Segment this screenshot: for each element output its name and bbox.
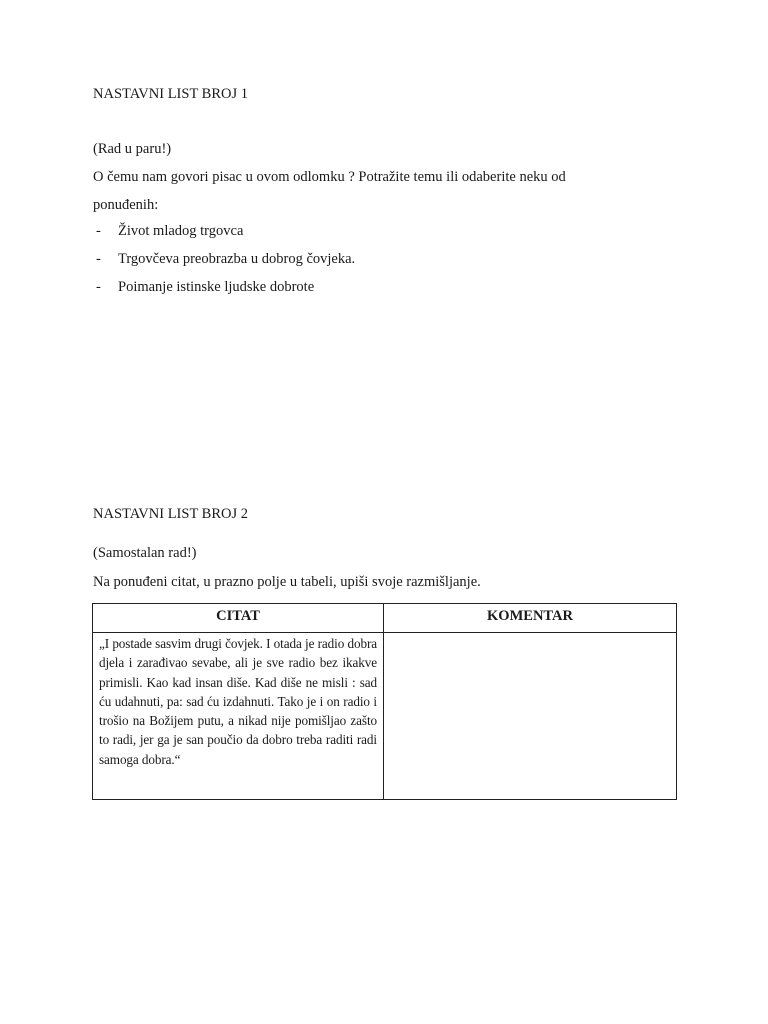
sheet1-question-line2: ponuđenih: — [93, 197, 159, 213]
option-dash: - — [96, 279, 101, 295]
option-dash: - — [96, 251, 101, 267]
quote-table — [92, 603, 677, 800]
sheet1-title: NASTAVNI LIST BROJ 1 — [93, 86, 249, 102]
header-citat: CITAT — [93, 604, 384, 633]
header-komentar: KOMENTAR — [384, 604, 677, 633]
sheet2-note: (Samostalan rad!) — [93, 545, 197, 561]
comment-cell[interactable] — [384, 633, 677, 800]
option-dash: - — [96, 223, 101, 239]
quote-cell: „I postade sasvim drugi čovjek. I otada je radio dobra djela i zarađivao sevabe, ali je sve radio bez ikakve primisli. Kao kad insan diše. Kad diše ne misli : sad ću udahnuti, pa: sad ću izdahnuti. Tako je i on radio i trošio na Božijem putu, a nikad nije pomišljao zašto to radi, jer ga je san poučio da dobro treba raditi radi samoga dobra.“ — [93, 633, 384, 800]
option-item — [96, 251, 355, 268]
option-text: Poimanje istinske ljudske dobrote — [118, 279, 315, 295]
option-item — [96, 223, 243, 240]
sheet1-note: (Rad u paru!) — [93, 141, 172, 157]
sheet2-instruction: Na ponuđeni citat, u prazno polje u tabeli, upiši svoje razmišljanje. — [93, 574, 481, 590]
option-text: Trgovčeva preobrazba u dobrog čovjeka. — [118, 251, 356, 267]
table-row — [93, 633, 677, 800]
option-item — [96, 279, 314, 296]
option-text: Život mladog trgovca — [118, 223, 244, 239]
table-header-row — [93, 604, 677, 633]
sheet2-title: NASTAVNI LIST BROJ 2 — [93, 506, 249, 522]
sheet1-question-line1: O čemu nam govori pisac u ovom odlomku ? Potražite temu ili odaberite neku od — [93, 169, 566, 185]
